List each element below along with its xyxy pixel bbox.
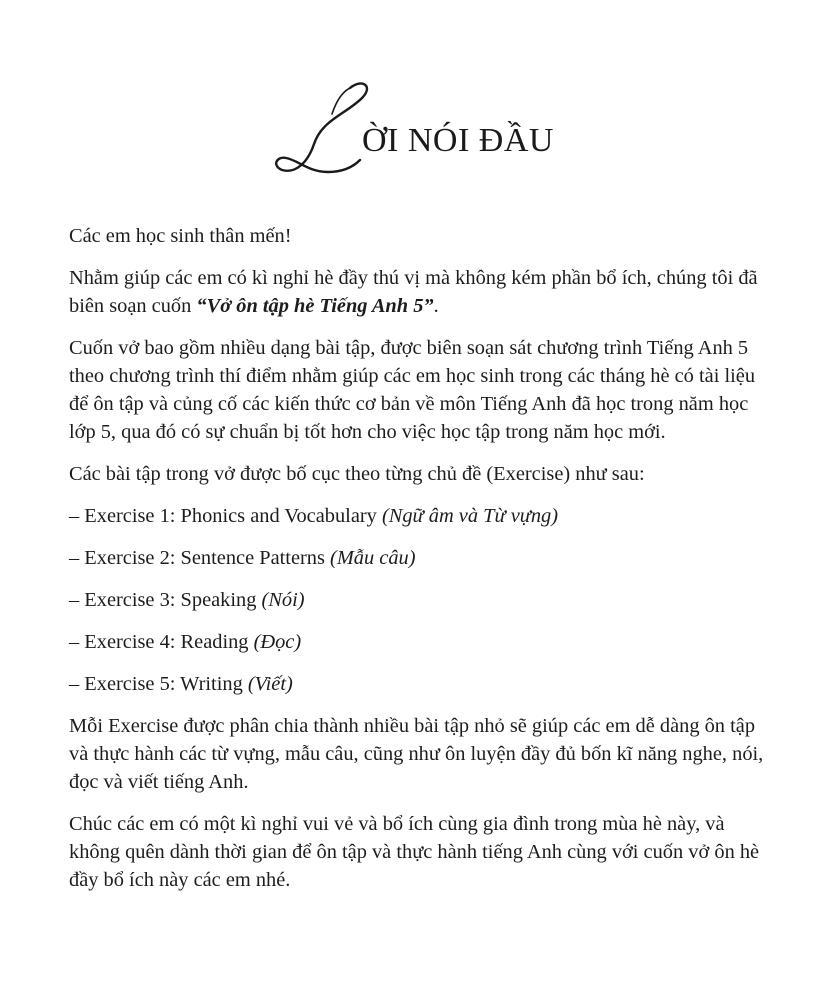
exercise-item-2 (69, 544, 774, 572)
exercise-note: (Viết) (247, 673, 293, 695)
intro-end: . (433, 295, 439, 317)
exercise-label: – Exercise 5: Writing (69, 673, 248, 695)
exercise-item-4 (69, 628, 774, 656)
practice-paragraph: Mỗi Exercise được phân chia thành nhiều bài tập nhỏ sẽ giúp các em dễ dàng ôn tập và thực hành các từ vựng, mẫu câu, cũng như ôn luyện đầy đủ bốn kĩ năng nghe, nói, đọc và viết tiếng Anh. (69, 715, 764, 793)
book-title: “Vở ôn tập hè Tiếng Anh 5” (196, 295, 434, 317)
exercise-item-5 (69, 670, 774, 698)
exercise-label: – Exercise 3: Speaking (69, 589, 262, 611)
exercise-item-3 (69, 586, 774, 614)
greeting: Các em học sinh thân mến! (69, 225, 292, 247)
intro-paragraph (69, 264, 774, 320)
exercise-note: (Ngữ âm và Từ vựng) (381, 505, 559, 527)
exercise-item-1 (69, 502, 774, 530)
description-paragraph: Cuốn vở bao gồm nhiều dạng bài tập, được biên soạn sát chương trình Tiếng Anh 5 theo chương trình thí điểm nhằm giúp các em học sinh trong các tháng hè có tài liệu để ôn tập và củng cố các kiến thức cơ bản về môn Tiếng Anh đã học trong năm học lớp 5, qua đó có sự chuẩn bị tốt hơn cho việc học tập trong năm học mới. (69, 337, 756, 443)
intro-text: Nhằm giúp các em có kì nghỉ hè đầy thú vị mà không kém phần bổ ích, chúng tôi đã biên soạn cuốn (69, 267, 758, 317)
exercise-note: (Nói) (261, 589, 305, 611)
preface-body (69, 222, 774, 908)
exercise-label: – Exercise 2: Sentence Patterns (69, 547, 331, 569)
closing-paragraph: Chúc các em có một kì nghỉ vui vẻ và bổ ích cùng gia đình trong mùa hè này, và không quên dành thời gian để ôn tập và thực hành tiếng Anh cùng với cuốn vở ôn hè đầy bổ ích này các em nhé. (69, 813, 760, 891)
page-title (270, 74, 554, 184)
structure-intro: Các bài tập trong vở được bố cục theo từng chủ đề (Exercise) như sau: (69, 463, 645, 485)
exercise-note: (Đọc) (253, 631, 302, 653)
exercise-label: – Exercise 4: Reading (69, 631, 254, 653)
title-text: ỜI NÓI ĐẦU (362, 122, 554, 159)
exercise-note: (Mẫu câu) (330, 547, 416, 569)
exercise-label: – Exercise 1: Phonics and Vocabulary (69, 505, 382, 527)
